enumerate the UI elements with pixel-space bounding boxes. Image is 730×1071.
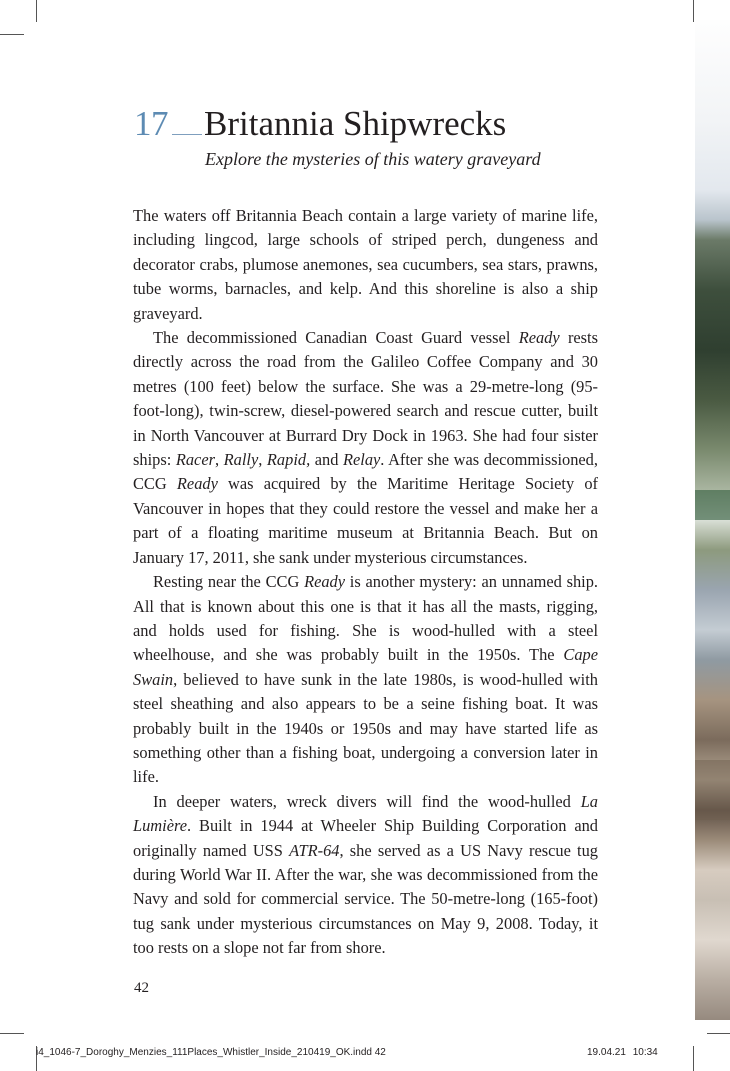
body-text <box>133 204 598 961</box>
italic-text-run: Ready <box>176 474 218 494</box>
chapter-subtitle: Explore the mysteries of this watery graveyard <box>205 149 541 169</box>
text-run: is another mystery: an unnamed ship. All that is known about this one is that it has all the masts, rigging, and holds used for fishing. She is wood-hulled with a steel wheelhouse, and she was probably built in the 1950s. The <box>133 572 598 665</box>
crop-mark <box>693 1046 694 1071</box>
text-run: , <box>214 450 224 470</box>
italic-text-run: Rally <box>223 450 259 470</box>
italic-text-run: Racer <box>175 450 215 470</box>
italic-text-run: Ready <box>304 572 346 592</box>
italic-text-run: Rapid, <box>266 450 311 470</box>
chapter-number: 17 <box>134 104 168 143</box>
page-number: 42 <box>134 980 149 996</box>
crop-mark <box>693 0 694 22</box>
crop-mark <box>0 34 24 35</box>
text-run: rests directly across the road from the Galileo Coffee Company and 30 metres (100 feet) below the surface. She was a 29-metre-long (95-foot-long), twin-screw, diesel-powered search and rescue cutter, built in North Vancouver at Burrard Dry Dock in 1963. She had four sister ships: <box>133 328 598 470</box>
text-run: The decommissioned Canadian Coast Guard vessel <box>153 328 519 348</box>
facing-page-photo-edge <box>695 20 730 1020</box>
italic-text-run: Ready <box>518 328 560 348</box>
text-run: Resting near the CCG <box>153 572 305 592</box>
body-paragraph <box>133 326 598 570</box>
text-run: The waters off Britannia Beach contain a large variety of marine life, including lingcod, large schools of striped perch, dungeness and decorator crabs, plumose anemones, sea cucumbers, sea stars, prawns, tube worms, barnacles, and kelp. And this shoreline is also a ship graveyard. <box>133 206 598 323</box>
text-run: , she served as a US Navy rescue tug during World War II. After the war, she was decommissioned from the Navy and sold for commercial service. The 50-metre-long (165-foot) tug sank under mysterious circumstances on May 9, 2008. Today, it too rests on a slope not far from shore. <box>133 840 598 958</box>
italic-text-run: ATR-64 <box>289 840 340 860</box>
chapter-number-rule <box>172 134 202 135</box>
text-run: . Built in 1944 at Wheeler Ship Building Corporation and originally named USS <box>133 816 598 860</box>
print-slug-filename: i4_1046-7_Doroghy_Menzies_111Places_Whistler_Inside_210419_OK.indd 42 <box>36 1047 386 1058</box>
print-slug-date: 19.04.21 <box>587 1047 626 1058</box>
italic-text-run: Cape Swain <box>133 645 598 689</box>
body-paragraph <box>133 790 598 961</box>
crop-mark <box>36 0 37 22</box>
italic-text-run: La Lumière <box>133 791 598 836</box>
print-slug-time: 10:34 <box>632 1047 658 1058</box>
chapter-title: Britannia Shipwrecks <box>204 104 507 143</box>
body-paragraph <box>133 570 598 790</box>
text-run: , believed to have sunk in the late 1980s, is wood-hulled with steel sheathing and also appears to be a seine fishing boat. It was probably built in the 1940s or 1950s and may have started life as something other than a fishing boat, undergoing a conversion later in life. <box>133 669 598 787</box>
text-run: In deeper waters, wreck divers will find the wood-hulled <box>153 791 581 811</box>
print-slug-datetime <box>587 1047 658 1058</box>
text-run: . After she was decommissioned, CCG <box>133 450 598 494</box>
text-run: , <box>258 450 267 470</box>
body-paragraph <box>133 204 598 326</box>
text-run: and <box>310 450 343 470</box>
crop-mark <box>707 1033 730 1034</box>
crop-mark <box>0 1033 24 1034</box>
italic-text-run: Relay <box>342 450 381 470</box>
text-run: was acquired by the Maritime Heritage Society of Vancouver in hopes that they could restore the vessel and make her a part of a floating maritime museum at Britannia Beach. But on January 17, 2011, she sank under mysterious circumstances. <box>133 474 598 567</box>
